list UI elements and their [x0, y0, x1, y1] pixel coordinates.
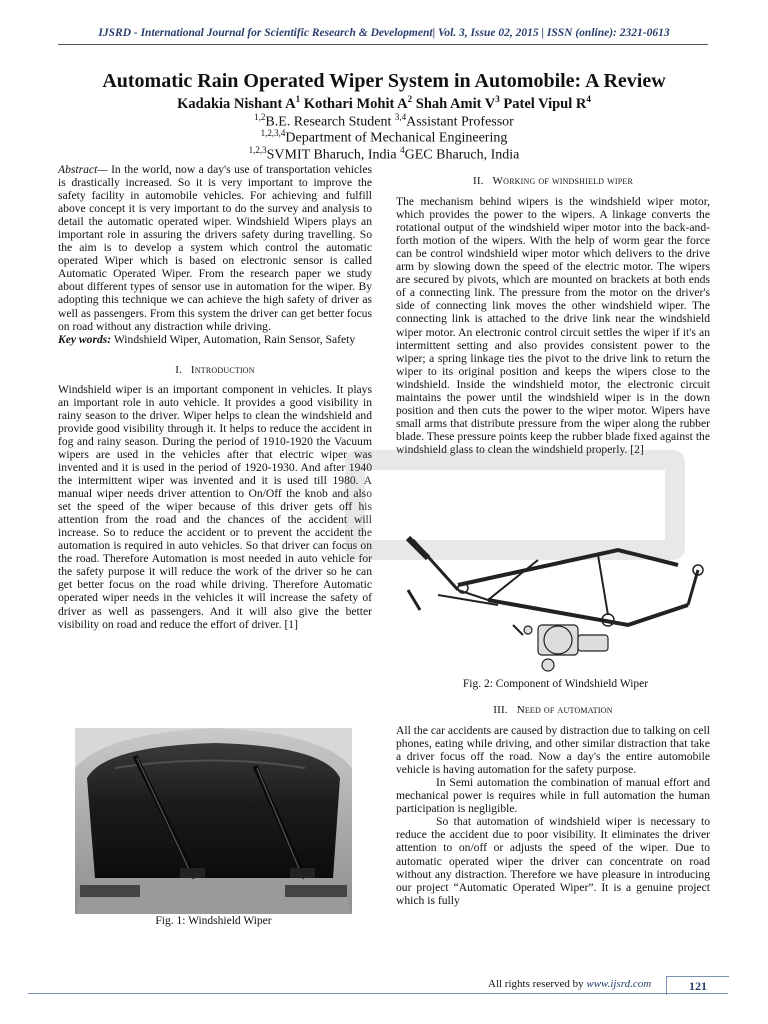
section-heading: II. Working of windshield wiper [472, 175, 633, 187]
author-list: Kadakia Nishant $A^1$ Kothari Mohit $A^2$ Shah Amit $V^3$ Patel Vipul $R^4$ [177, 94, 591, 112]
right-column [396, 175, 710, 456]
need-paragraph: So that automation of windshield wiper is necessary to reduce the accident due to poor visibility. It eliminates the driver attention to on/off or adjusts the speed of the wiper. Due to automatic operated wiper the driver can concentrate on road without any distraction. Therefore we have pleasure in introducing our project “Automatic Operated Wiper”. It is a genuine project which is fully [396, 815, 710, 907]
header-rule [58, 44, 708, 45]
abstract: Abstract— In the world, now a day's use of transportation vehicles is drastically increased. So it is very important to improve the safety facility in automobile vehicles. For achieving and fulfill above concept it is very important to do the survey and analysis to detail the automatic operated wiper. Windshield Wipers plays an important role in assuring the drivers safety during travelling. So the aim is to develop a system which control the automatic operated Wiper which is based on electronic sensor is called Automatic Operated Wiper. From the research paper we study about different types of sensor use in automation for the wiper. By adopting this technique we can achieve the high safety of driver as well as passengers. From this system the driver can get better focus on road without any distraction while driving. [58, 163, 372, 333]
author: Kothari Mohit A [303, 95, 408, 112]
need-paragraph: All the car accidents are caused by distraction due to talking on cell phones, eating while driving, and other similar distraction that take a driver focus off the road. Now a day's the entire automobile vehicle is having automation for the safety purpose. [396, 724, 710, 777]
affiliation: $^{1,2}$B.E. Research Student $^{3,4}$Assistant Professor [254, 112, 514, 130]
paper-title: Automatic Rain Operated Wiper System in Automobile: A Review [102, 70, 666, 92]
need-paragraph: In Semi automation the combination of manual effort and mechanical power is requires while in full automation the human participation is negligible. [396, 776, 710, 816]
journal-header: IJSRD - International Journal for Scientific Research & Development| Vol. 3, Issue 02, 2015 | ISSN (online): 2321-0613 [98, 27, 670, 39]
page-number: 121 [666, 976, 729, 995]
keywords: Key words: Windshield Wiper, Automation, Rain Sensor, Safety [58, 332, 356, 346]
right-column-lower [396, 704, 710, 907]
affiliation: $^{1,2,3,4}$Department of Mechanical Engineering [260, 128, 508, 146]
intro-paragraph: Windshield wiper is an important component in vehicles. It plays an important role in auto vehicle. It provides a good visibility in rainy season to the driver. Wiper helps to clean the windshield and provide good visibility through it. It helps to reduce the accident in fog and rainy season. During the period of 1910-1920 the Vacuum wipers are used in the vehicles after that electric wiper was invented and it is used in the period of 1920-1930. And after 1940 the intermittent wiper was invented and it is used till 1980. A manual wiper needs driver attention to On/Off the knob and also set the speed of the wiper because of this driver gets off his attention from the road and the chances of the accident will increase. So to reduce the accident or to prevent the accident the automation is required in auto vehicles. So that driver can focus on the road. Therefore Automation is most needed in auto vehicle for the safety purpose it will reduce the work of the driver so he can get better focus on the road while driving. Therefore Automatic operated wiper needs in the vehicles it will increase the safety of driver as well as passengers. And it will also give the better visibility on road and reduce the effort of driver. [1] [58, 382, 372, 631]
figure-caption: Fig. 1: Windshield Wiper [155, 915, 272, 927]
section-heading: III. Need of automation [493, 704, 613, 716]
figure-caption: Fig. 2: Component of Windshield Wiper [462, 678, 649, 690]
section-heading: I. Introduction [175, 363, 255, 376]
affiliation: $^{1,2,3}$SVMIT Bharuch, India $^4$GEC Bharuch, India [248, 145, 520, 163]
left-column [58, 163, 372, 631]
author: Kadakia Nishant A [177, 95, 296, 112]
wiper-mechanism-diagram [398, 530, 713, 678]
author: Patel Vipul R [503, 95, 587, 112]
windshield-wiper-photo [75, 728, 352, 914]
footer-copyright: All rights reserved by www.ijsrd.com [488, 978, 652, 990]
footer-link[interactable]: www.ijsrd.com [586, 978, 652, 990]
working-paragraph: The mechanism behind wipers is the windshield wiper motor, which provides the power to the wipers. A linkage converts the rotational output of the windshield wiper motor into the back-and-forth motion of the wipers. With the help of worm gear the force can be control windshield wiper motor which delivers to the drive arm by slowing down the speed of the electric motor. The wipers are secured by pivots, which are mounted on brackets at both ends of a connecting link. The pressure from the motor on the driver's side of connecting link moves the other windshield wiper. The connecting link is attached to the drive link near the windshield wiper motor. An electronic control circuit settles the wiper if it's an intermittent setting and also provides consistent power to the wiper; a spring linkage ties the pivot to the drive link to return the wiper to its original position and keeps the wipers close to the windshield. Inside the windshield motor, the electronic circuit maintains the power until the windshield wiper is in the down position and then cuts the power to the wiper motor. Wipers have small arms that distribute pressure from the wiper along the rubber blade. These pressure points keep the rubber blade fixed against the windshield glass to clean the windshield properly. [2] [396, 195, 710, 456]
footer-rule [28, 993, 728, 994]
author: Shah Amit V [415, 95, 496, 112]
